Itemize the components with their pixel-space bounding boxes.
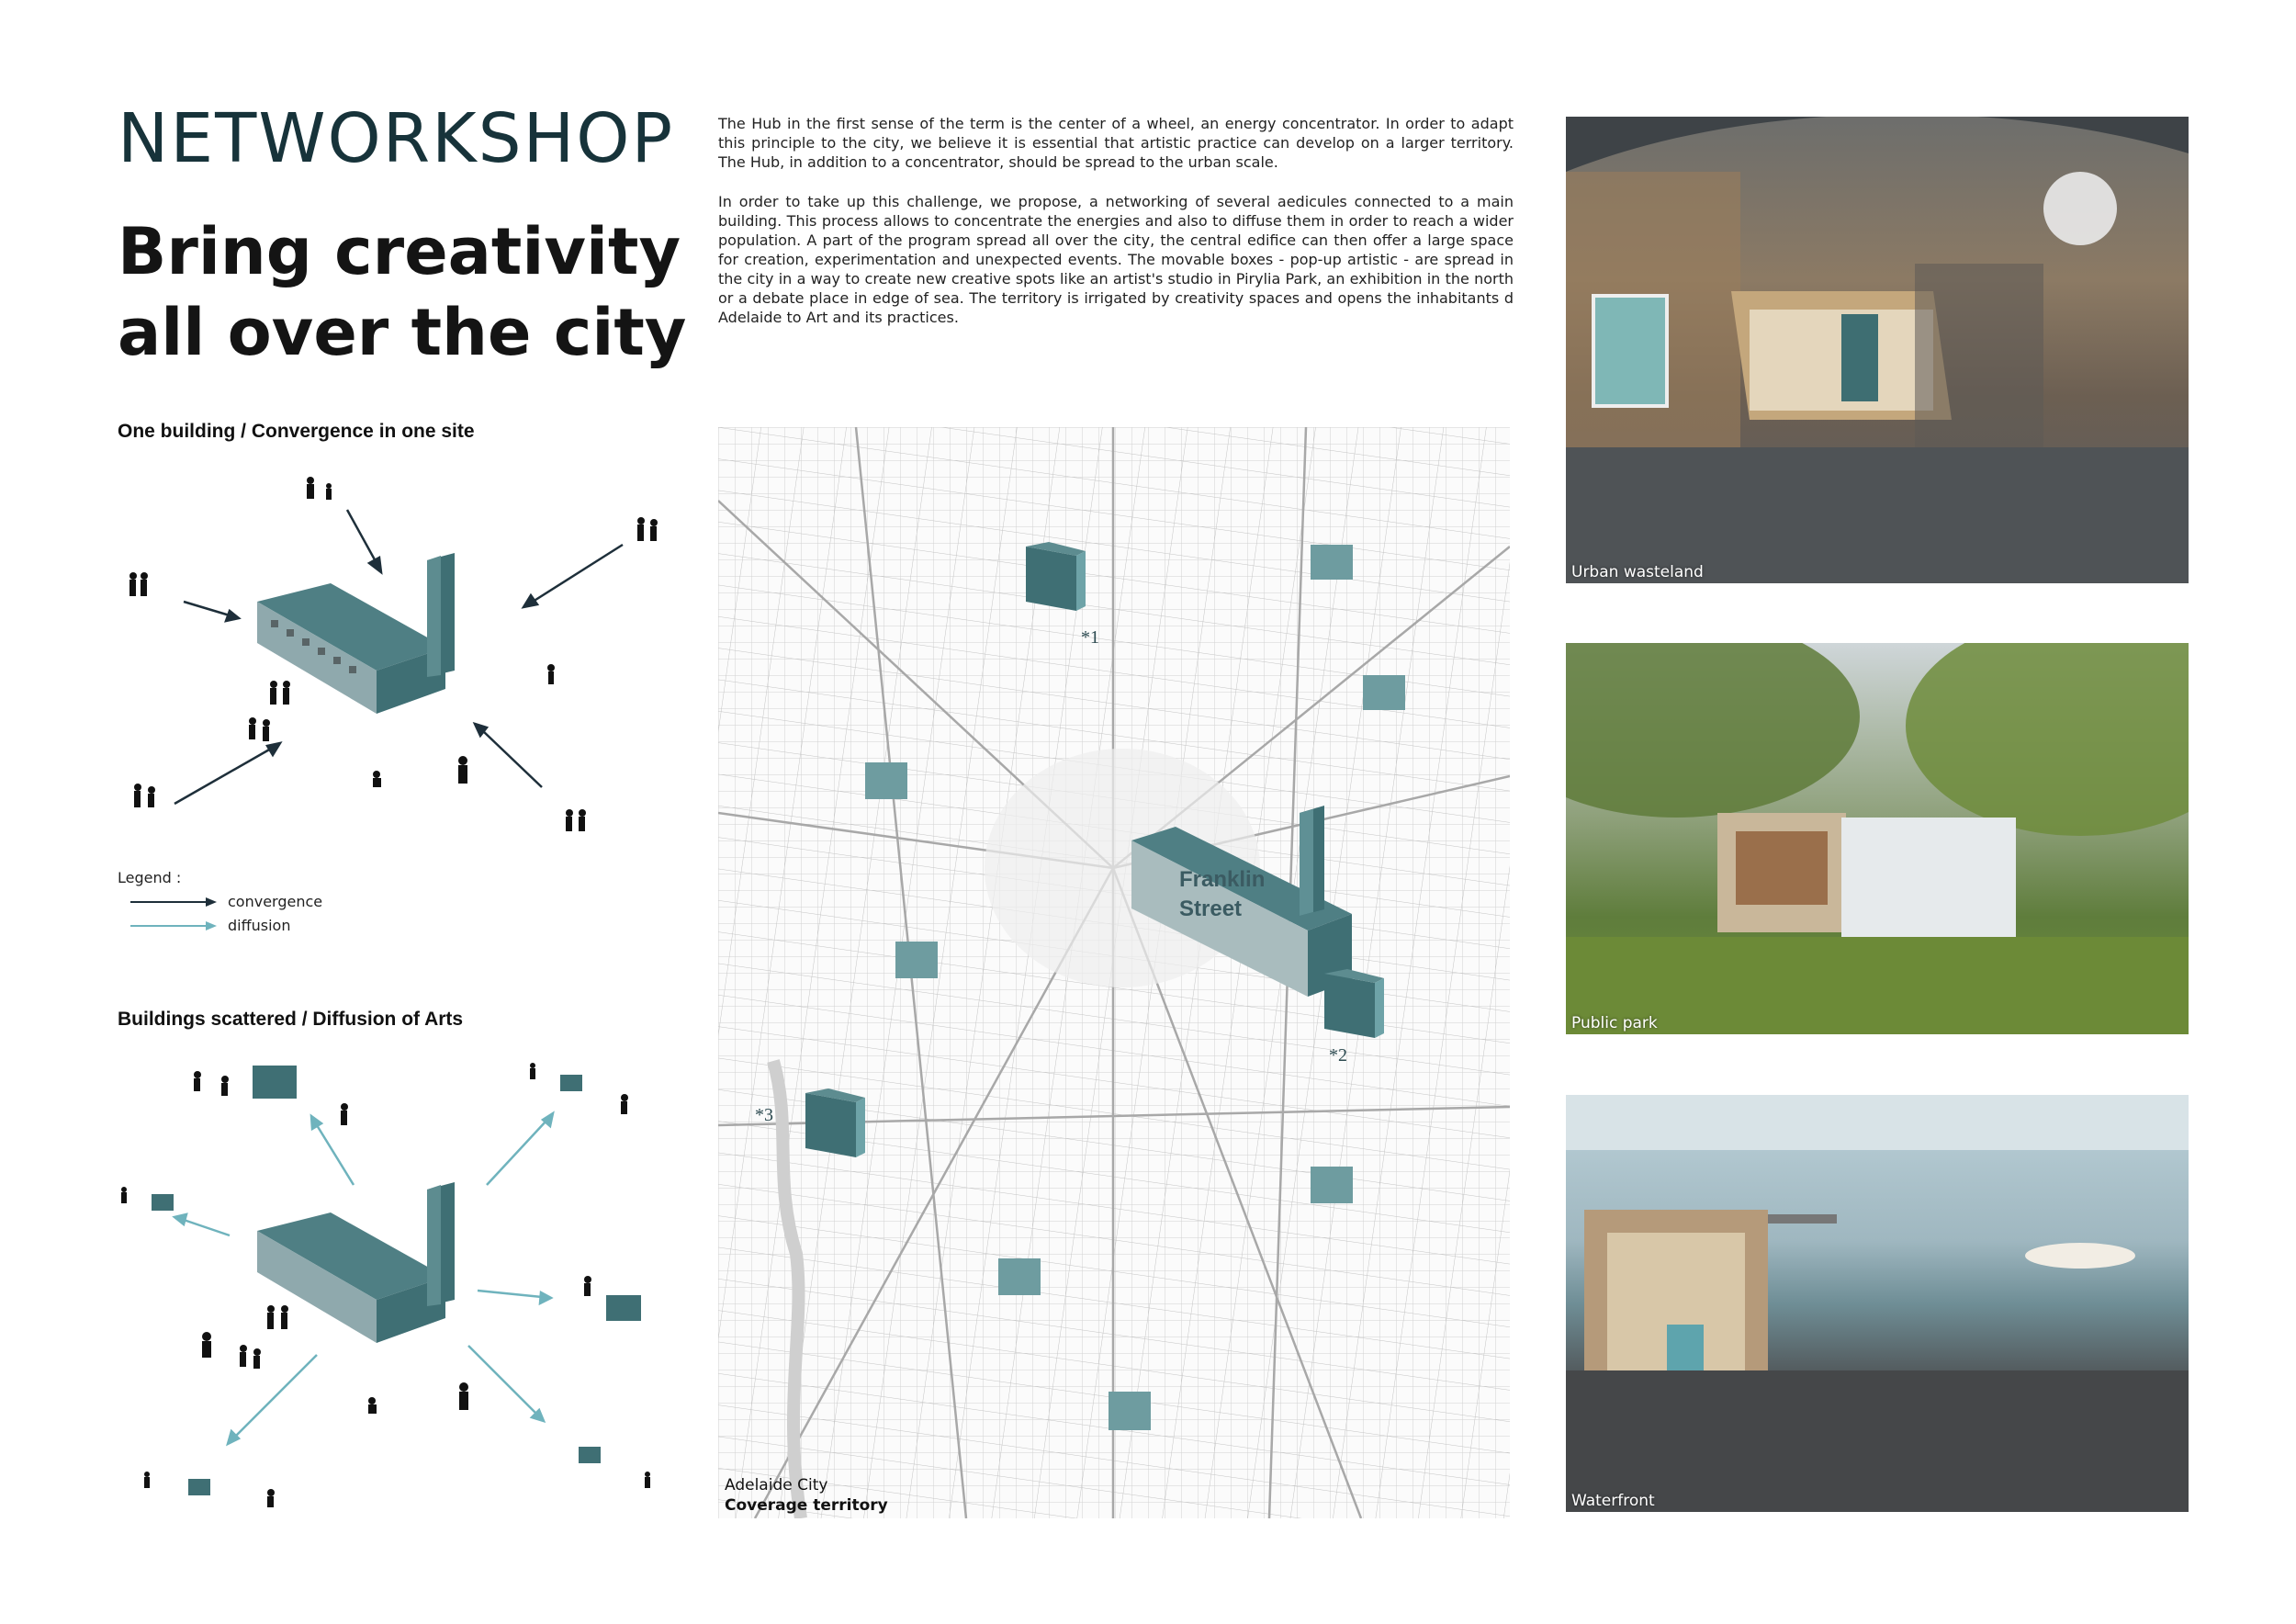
photo-public-park xyxy=(1566,643,2189,1034)
convergence-diagram xyxy=(110,464,698,850)
map-marker-1: *1 xyxy=(1081,627,1099,648)
photo-caption-waterfront: Waterfront xyxy=(1571,1492,1655,1510)
legend-item-convergence xyxy=(130,893,322,910)
photo-waterfront xyxy=(1566,1095,2189,1512)
aedicule-box-4 xyxy=(1311,545,1353,580)
aedicule-box-5 xyxy=(1363,675,1405,710)
subtitle-line-2: all over the city xyxy=(118,295,687,370)
diffusion-title: Buildings scattered / Diffusion of Arts xyxy=(118,1009,464,1030)
aedicule-box-9 xyxy=(998,1258,1041,1295)
map-marker-3: *3 xyxy=(755,1105,773,1125)
intro-paragraph-1: The Hub in the first sense of the term is the center of a wheel, an energy concentrator. In order to adapt this principle to the city, we believe it is essential that artistic practice can develop on a larger territory. The Hub, in addition to a concentrator, should be spread to the urban scale. xyxy=(718,115,1514,171)
legend-item-diffusion xyxy=(130,917,290,934)
page-title: NETWORKSHOP xyxy=(118,99,675,178)
aedicule-box-1 xyxy=(1026,542,1086,611)
legend-label-diffusion: diffusion xyxy=(228,917,291,934)
building-label-line-2: Street xyxy=(1179,897,1243,921)
convergence-arrow-icon xyxy=(130,897,217,908)
city-map xyxy=(718,427,1510,1518)
aedicule-box-3 xyxy=(805,1088,865,1157)
aedicule-box-8 xyxy=(1311,1167,1353,1203)
legend-title: Legend : xyxy=(118,869,182,886)
intro-text xyxy=(718,114,1514,347)
convergence-title: One building / Convergence in one site xyxy=(118,421,475,442)
photo-caption-urban-wasteland: Urban wasteland xyxy=(1571,563,1704,581)
building-label-line-1: Franklin xyxy=(1179,867,1266,892)
intro-paragraph-2: In order to take up this challenge, we propose, a networking of several aedicules connected to a main building. This process allows to concentrate the energies and also to diffuse them in order to reach a wider population. A part of the program spread all over the city, the central edifice can then offer a large space for creation, experimentation and unexpected events. The movable boxes - pop-up artistic - are spread in the city in a way to create new creative spots like an artist's studio in Pirylia Park, an exhibition in the north or a debate place in edge of sea. The territory is irrigated by creativity spaces and opens the inhabitants d Adelaide to Art and its practices. xyxy=(718,193,1514,326)
waterfront-image xyxy=(1566,1095,2189,1512)
map-caption xyxy=(725,1475,888,1516)
legend-label-convergence: convergence xyxy=(228,893,323,910)
map-marker-2: *2 xyxy=(1329,1045,1347,1066)
aedicule-box-2 xyxy=(1324,969,1384,1038)
aedicule-box-10 xyxy=(1109,1392,1151,1430)
aedicule-box-7 xyxy=(895,942,938,978)
street-map xyxy=(718,427,1510,1518)
page-subtitle xyxy=(118,211,687,373)
public-park-image xyxy=(1566,643,2189,1034)
map-caption-line-2: Coverage territory xyxy=(725,1496,888,1515)
aedicule-box-6 xyxy=(865,762,907,799)
diffusion-diagram xyxy=(110,1047,698,1525)
map-caption-line-1: Adelaide City xyxy=(725,1476,828,1494)
urban-wasteland-image xyxy=(1566,117,2189,583)
photo-urban-wasteland xyxy=(1566,117,2189,583)
subtitle-line-1: Bring creativity xyxy=(118,214,681,289)
photo-caption-public-park: Public park xyxy=(1571,1014,1658,1032)
diffusion-arrow-icon xyxy=(130,920,217,931)
